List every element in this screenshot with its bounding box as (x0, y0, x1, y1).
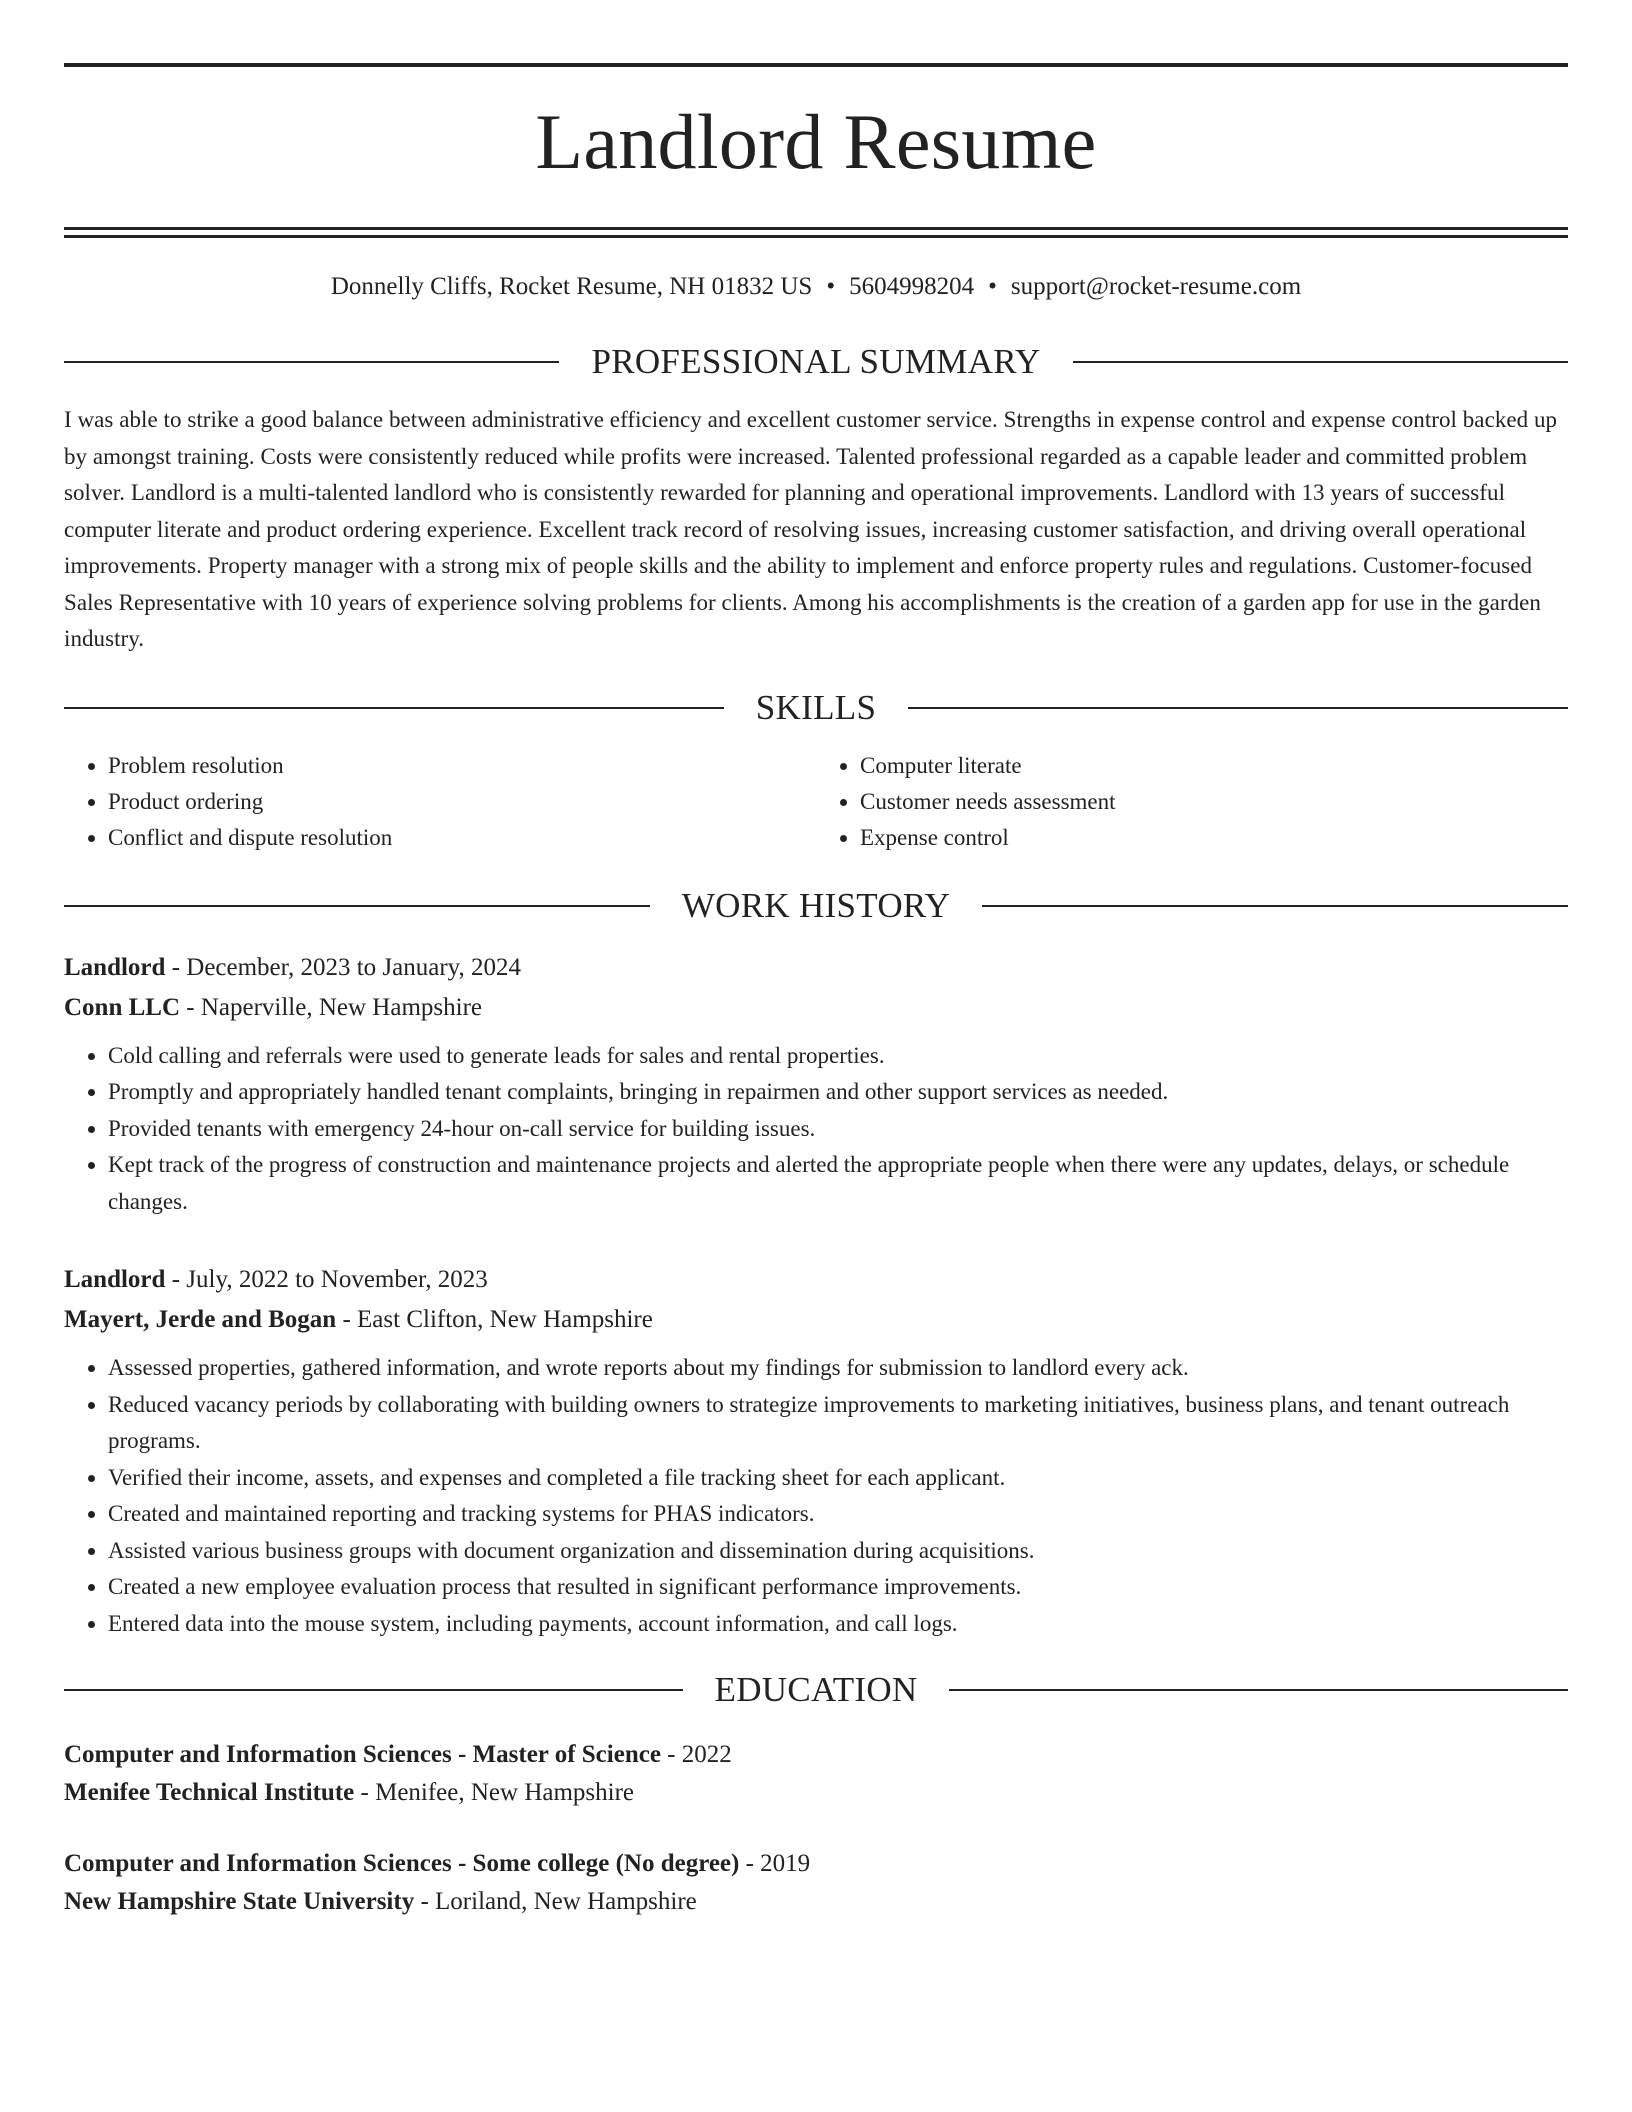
skill-item: • Problem resolution (108, 748, 816, 784)
contact-separator: • (988, 273, 997, 301)
divider-line (1073, 361, 1568, 363)
job-bullet: • Entered data into the mouse system, including payments, account information, and call logs. (108, 1606, 1568, 1643)
skill-item: • Customer needs assessment (860, 784, 1568, 820)
job-bullet: • Created and maintained reporting and tracking systems for PHAS indicators. (108, 1496, 1568, 1533)
skill-item: • Product ordering (108, 784, 816, 820)
divider-line (982, 905, 1568, 907)
summary-heading-label: PROFESSIONAL SUMMARY (591, 342, 1041, 382)
education-location: - Loriland, New Hampshire (414, 1888, 697, 1916)
job-bullet: • Reduced vacancy periods by collaborating with building owners to strategize improvements to marketing initiatives, business plans, and tenant outreach programs. (108, 1387, 1568, 1460)
contact-separator: • (826, 273, 836, 301)
job-title-line (64, 948, 1568, 988)
skill-item: • Conflict and dispute resolution (108, 820, 816, 856)
job-title: Landlord (64, 953, 166, 981)
education-entry (64, 1736, 1568, 1812)
skill-item: • Expense control (860, 820, 1568, 856)
divider-line (949, 1689, 1568, 1691)
education-entry (64, 1845, 1568, 1921)
skills-column-right (816, 748, 1568, 856)
job-title: Landlord (64, 1266, 166, 1294)
skill-item: • Computer literate (860, 748, 1568, 784)
divider-line (64, 361, 559, 363)
job-company-line (64, 988, 1568, 1028)
job-bullet: • Verified their income, assets, and expenses and completed a file tracking sheet for each applicant. (108, 1460, 1568, 1497)
job-bullet: • Assessed properties, gathered information, and wrote reports about my findings for submission to landlord every ack. (108, 1350, 1568, 1387)
job-bullets (64, 1350, 1568, 1642)
divider-line (908, 707, 1568, 709)
job-entry (64, 948, 1568, 1221)
education-year: - 2019 (739, 1850, 811, 1878)
skills-heading (64, 688, 1568, 728)
contact-email: support@rocket-resume.com (1010, 273, 1302, 301)
divider-line (64, 905, 650, 907)
job-bullet: • Created a new employee evaluation process that resulted in significant performance improvements. (108, 1569, 1568, 1606)
education-school: Menifee Technical Institute (64, 1779, 355, 1807)
job-company: Mayert, Jerde and Bogan (64, 1306, 337, 1334)
education-school-line (64, 1883, 1568, 1921)
summary-heading (64, 342, 1568, 382)
page-title: Landlord Resume (535, 98, 1097, 185)
education-year: - 2022 (660, 1741, 732, 1769)
title-double-rule (64, 227, 1568, 238)
job-location: - Naperville, New Hampshire (180, 993, 482, 1021)
job-bullet: • Provided tenants with emergency 24-hour on-call service for building issues. (108, 1111, 1568, 1148)
job-company: Conn LLC (64, 993, 181, 1021)
job-bullets (64, 1038, 1568, 1221)
resume-page (64, 0, 1568, 1921)
education-degree: Computer and Information Sciences - Some college (No degree) (64, 1850, 740, 1878)
job-entry (64, 1260, 1568, 1642)
education-school-line (64, 1774, 1568, 1812)
work-heading (64, 886, 1568, 926)
skills-list (64, 748, 1568, 856)
summary-text: I was able to strike a good balance between administrative efficiency and excellent customer service. Strengths in expense control and expense control backed up by amongst training. Costs were consistently reduced while profits were increased. Talented professional regarded as a capable leader and committed problem solver. Landlord is a multi-talented landlord who is consistently rewarded for planning and operational improvements. Landlord with 13 years of successful computer literate and product ordering experience. Excellent track record of resolving issues, increasing customer satisfaction, and driving overall operational improvements. Property manager with a strong mix of people skills and the ability to implement and enforce property rules and regulations. Customer-focused Sales Representative with 10 years of experience solving problems for clients. Among his accomplishments is the creation of a garden app for use in the garden industry. (64, 407, 1558, 652)
divider-line (64, 1689, 683, 1691)
education-degree-line (64, 1736, 1568, 1774)
divider-line (64, 707, 724, 709)
education-degree-line (64, 1845, 1568, 1883)
education-heading (64, 1670, 1568, 1710)
job-title-line (64, 1260, 1568, 1300)
job-bullet: • Assisted various business groups with document organization and dissemination during acquisitions. (108, 1533, 1568, 1570)
education-heading-label: EDUCATION (714, 1670, 918, 1710)
work-heading-label: WORK HISTORY (681, 885, 951, 925)
education-school: New Hampshire State University (64, 1888, 415, 1916)
job-dates: - July, 2022 to November, 2023 (165, 1266, 488, 1294)
job-dates: - December, 2023 to January, 2024 (165, 953, 522, 981)
contact-address: Donnelly Cliffs, Rocket Resume, NH 01832 US (330, 273, 813, 301)
education-degree: Computer and Information Sciences - Master of Science (64, 1741, 661, 1769)
job-bullet: • Cold calling and referrals were used to generate leads for sales and rental properties. (108, 1038, 1568, 1075)
education-location: - Menifee, New Hampshire (354, 1779, 635, 1807)
skills-column-left (64, 748, 816, 856)
job-location: - East Clifton, New Hampshire (336, 1306, 653, 1334)
contact-phone: 5604998204 (849, 273, 975, 301)
skills-heading-label: SKILLS (755, 687, 877, 727)
job-company-line (64, 1300, 1568, 1340)
contact-line (64, 272, 1568, 302)
job-bullet: • Kept track of the progress of construction and maintenance projects and alerted the appropriate people when there were any updates, delays, or schedule changes. (108, 1147, 1568, 1220)
top-rule (64, 63, 1568, 67)
job-bullet: • Promptly and appropriately handled tenant complaints, bringing in repairmen and other support services as needed. (108, 1074, 1568, 1111)
